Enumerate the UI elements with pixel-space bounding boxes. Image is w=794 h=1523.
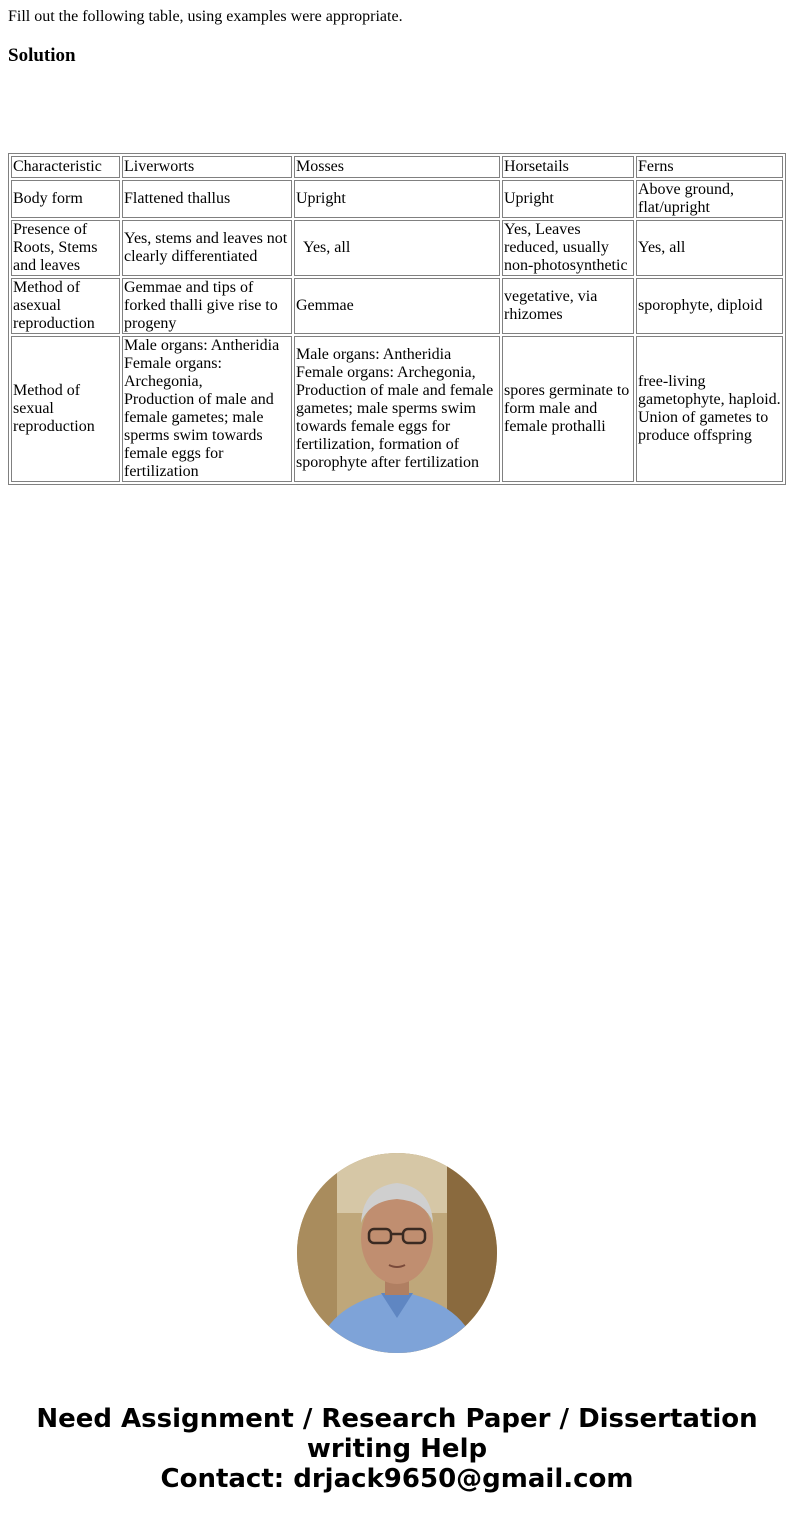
table-cell: Mosses: [294, 156, 500, 178]
table-cell: Method of asexual reproduction: [11, 278, 120, 334]
table-cell: Yes, Leaves reduced, usually non-photosynthetic: [502, 220, 634, 276]
table-cell: Method of sexual reproduction: [11, 336, 120, 482]
table-cell: spores germinate to form male and female prothalli: [502, 336, 634, 482]
author-photo-icon: [297, 1153, 497, 1353]
table-cell: Horsetails: [502, 156, 634, 178]
promo-line: Need Assignment / Research Paper / Dissertation: [36, 1404, 758, 1434]
table-cell: sporophyte, diploid: [636, 278, 783, 334]
table-cell: Yes, stems and leaves not clearly differentiated: [122, 220, 292, 276]
table-cell: Yes, all: [294, 220, 500, 276]
author-photo: [297, 1153, 497, 1353]
promo-contact: Contact: drjack9650@gmail.com: [160, 1464, 634, 1494]
table-row-asexual-reproduction: [11, 278, 783, 334]
table-cell: Upright: [294, 180, 500, 218]
table-cell: free-living gametophyte, haploid. Union of gametes to produce offspring: [636, 336, 783, 482]
table-cell: Body form: [11, 180, 120, 218]
table-row-header: [11, 156, 783, 178]
table-cell: Liverworts: [122, 156, 292, 178]
table-cell: Gemmae and tips of forked thalli give rise to progeny: [122, 278, 292, 334]
table-cell: Presence of Roots, Stems and leaves: [11, 220, 120, 276]
table-cell: Upright: [502, 180, 634, 218]
table-cell: Male organs: Antheridia Female organs: Archegonia, Production of male and female gametes; male sperms swim towards female eggs for fertilization, formation of sporophyte after fertilization: [294, 336, 500, 482]
table-cell: Characteristic: [11, 156, 120, 178]
answer-table: [8, 153, 786, 485]
table-row-sexual-reproduction: [11, 336, 783, 482]
table-row-roots-stems-leaves: [11, 220, 783, 276]
table-cell: Ferns: [636, 156, 783, 178]
solution-heading: Solution: [8, 45, 76, 66]
table-cell: vegetative, via rhizomes: [502, 278, 634, 334]
table-cell: Above ground, flat/upright: [636, 180, 783, 218]
table-cell: Flattened thallus: [122, 180, 292, 218]
table-row-body-form: [11, 180, 783, 218]
promo-banner: [0, 1404, 794, 1494]
question-text: Fill out the following table, using examples were appropriate.: [8, 8, 403, 25]
table-cell: Male organs: Antheridia Female organs: Archegonia, Production of male and female gametes; male sperms swim towards female eggs for fertilization: [122, 336, 292, 482]
promo-line: writing Help: [306, 1434, 488, 1464]
table-cell: Yes, all: [636, 220, 783, 276]
table-cell: Gemmae: [294, 278, 500, 334]
